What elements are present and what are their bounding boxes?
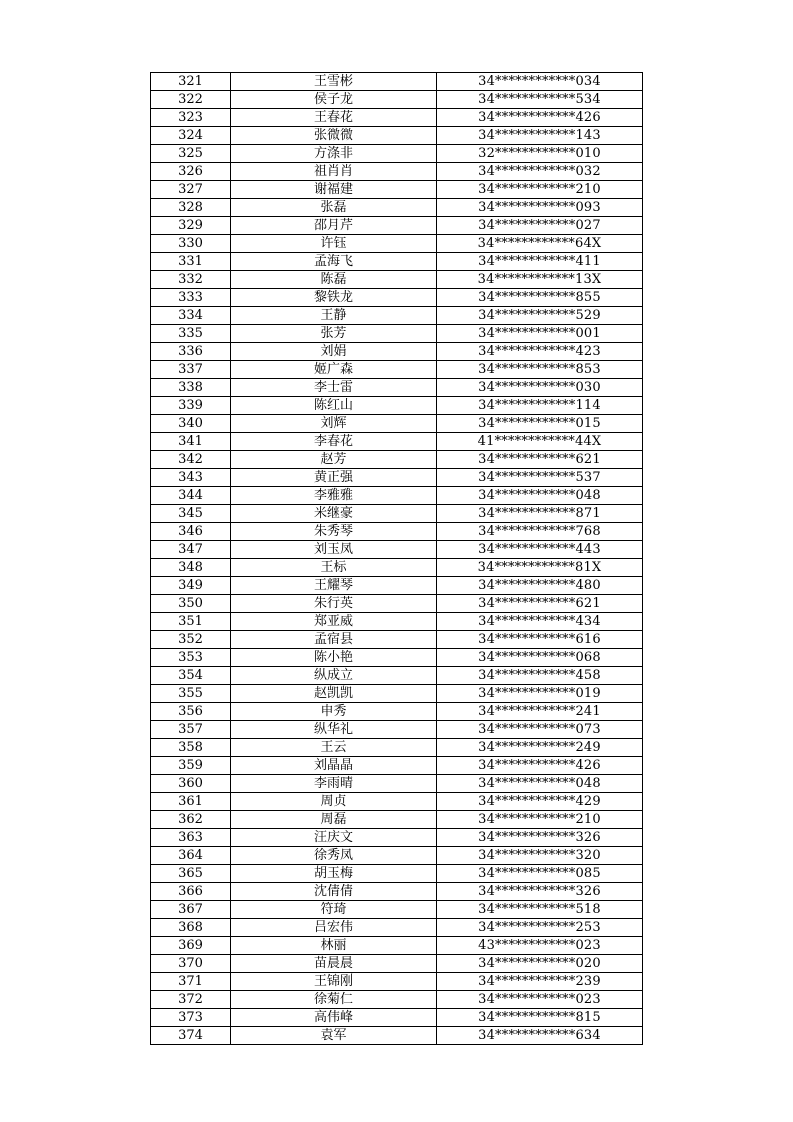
- table-row: [151, 883, 643, 901]
- row-number-cell: 362: [151, 811, 231, 829]
- row-number-cell: 346: [151, 523, 231, 541]
- name-cell: 徐秀凤: [231, 847, 437, 865]
- table-row: [151, 145, 643, 163]
- table-row: [151, 685, 643, 703]
- table-row: [151, 1027, 643, 1045]
- row-number-cell: 321: [151, 73, 231, 91]
- name-cell: 郑亚威: [231, 613, 437, 631]
- row-number-cell: 373: [151, 1009, 231, 1027]
- name-cell: 朱秀琴: [231, 523, 437, 541]
- row-number-cell: 360: [151, 775, 231, 793]
- table-row: [151, 379, 643, 397]
- name-cell: 李雨晴: [231, 775, 437, 793]
- name-cell: 王云: [231, 739, 437, 757]
- table-row: [151, 253, 643, 271]
- table-row: [151, 199, 643, 217]
- id-number-cell: 34************621: [437, 451, 643, 469]
- name-cell: 张磊: [231, 199, 437, 217]
- row-number-cell: 357: [151, 721, 231, 739]
- name-cell: 刘娟: [231, 343, 437, 361]
- table-row: [151, 613, 643, 631]
- name-cell: 徐菊仁: [231, 991, 437, 1009]
- row-number-cell: 326: [151, 163, 231, 181]
- id-number-cell: 34************426: [437, 757, 643, 775]
- name-cell: 黄正强: [231, 469, 437, 487]
- id-number-cell: 34************326: [437, 883, 643, 901]
- name-cell: 王静: [231, 307, 437, 325]
- name-cell: 赵芳: [231, 451, 437, 469]
- id-number-cell: 34************085: [437, 865, 643, 883]
- id-number-cell: 34************019: [437, 685, 643, 703]
- id-number-cell: 34************023: [437, 991, 643, 1009]
- name-cell: 刘玉凤: [231, 541, 437, 559]
- table-row: [151, 631, 643, 649]
- id-number-cell: 34************032: [437, 163, 643, 181]
- row-number-cell: 336: [151, 343, 231, 361]
- id-number-cell: 34************030: [437, 379, 643, 397]
- table-row: [151, 163, 643, 181]
- table-row: [151, 667, 643, 685]
- id-number-cell: 34************64X: [437, 235, 643, 253]
- id-number-cell: 34************249: [437, 739, 643, 757]
- row-number-cell: 359: [151, 757, 231, 775]
- table-row: [151, 955, 643, 973]
- row-number-cell: 338: [151, 379, 231, 397]
- row-number-cell: 356: [151, 703, 231, 721]
- table-row: [151, 271, 643, 289]
- table-row: [151, 361, 643, 379]
- id-number-cell: 34************048: [437, 487, 643, 505]
- name-cell: 王标: [231, 559, 437, 577]
- table-row: [151, 793, 643, 811]
- table-row: [151, 181, 643, 199]
- row-number-cell: 366: [151, 883, 231, 901]
- row-number-cell: 349: [151, 577, 231, 595]
- id-number-cell: 34************537: [437, 469, 643, 487]
- name-cell: 苗晨晨: [231, 955, 437, 973]
- row-number-cell: 340: [151, 415, 231, 433]
- table-row: [151, 109, 643, 127]
- name-cell: 赵凯凯: [231, 685, 437, 703]
- name-cell: 李雅雅: [231, 487, 437, 505]
- row-number-cell: 337: [151, 361, 231, 379]
- row-number-cell: 332: [151, 271, 231, 289]
- table-row: [151, 811, 643, 829]
- row-number-cell: 334: [151, 307, 231, 325]
- row-number-cell: 368: [151, 919, 231, 937]
- id-number-cell: 34************034: [437, 73, 643, 91]
- table-row: [151, 937, 643, 955]
- name-cell: 孟宿县: [231, 631, 437, 649]
- name-cell: 纵成立: [231, 667, 437, 685]
- id-number-cell: 34************443: [437, 541, 643, 559]
- id-number-cell: 34************480: [437, 577, 643, 595]
- table-row: [151, 703, 643, 721]
- row-number-cell: 347: [151, 541, 231, 559]
- name-cell: 陈磊: [231, 271, 437, 289]
- id-number-cell: 34************634: [437, 1027, 643, 1045]
- row-number-cell: 374: [151, 1027, 231, 1045]
- table-row: [151, 433, 643, 451]
- row-number-cell: 344: [151, 487, 231, 505]
- row-number-cell: 324: [151, 127, 231, 145]
- name-cell: 李士雷: [231, 379, 437, 397]
- row-number-cell: 352: [151, 631, 231, 649]
- name-cell: 王春花: [231, 109, 437, 127]
- row-number-cell: 367: [151, 901, 231, 919]
- id-number-cell: 34************020: [437, 955, 643, 973]
- name-cell: 姬广森: [231, 361, 437, 379]
- row-number-cell: 323: [151, 109, 231, 127]
- id-number-cell: 34************320: [437, 847, 643, 865]
- table-row: [151, 973, 643, 991]
- id-number-cell: 34************114: [437, 397, 643, 415]
- name-cell: 袁军: [231, 1027, 437, 1045]
- id-number-cell: 34************027: [437, 217, 643, 235]
- table-row: [151, 991, 643, 1009]
- id-number-cell: 41************44X: [437, 433, 643, 451]
- table-row: [151, 73, 643, 91]
- row-number-cell: 365: [151, 865, 231, 883]
- id-number-cell: 34************210: [437, 811, 643, 829]
- table-row: [151, 865, 643, 883]
- id-number-cell: 34************534: [437, 91, 643, 109]
- row-number-cell: 363: [151, 829, 231, 847]
- row-number-cell: 341: [151, 433, 231, 451]
- table-row: [151, 127, 643, 145]
- id-number-cell: 34************13X: [437, 271, 643, 289]
- row-number-cell: 325: [151, 145, 231, 163]
- table-row: [151, 757, 643, 775]
- name-cell: 王锦刚: [231, 973, 437, 991]
- table-row: [151, 523, 643, 541]
- id-number-cell: 34************518: [437, 901, 643, 919]
- table-row: [151, 415, 643, 433]
- table-row: [151, 505, 643, 523]
- row-number-cell: 333: [151, 289, 231, 307]
- table-row: [151, 217, 643, 235]
- table-row: [151, 775, 643, 793]
- id-number-cell: 34************815: [437, 1009, 643, 1027]
- id-number-cell: 34************411: [437, 253, 643, 271]
- name-cell: 陈小艳: [231, 649, 437, 667]
- table-row: [151, 595, 643, 613]
- id-number-cell: 43************023: [437, 937, 643, 955]
- table-row: [151, 847, 643, 865]
- id-number-cell: 34************768: [437, 523, 643, 541]
- row-number-cell: 353: [151, 649, 231, 667]
- id-number-cell: 34************871: [437, 505, 643, 523]
- row-number-cell: 345: [151, 505, 231, 523]
- name-cell: 沈倩倩: [231, 883, 437, 901]
- table-row: [151, 469, 643, 487]
- id-number-cell: 34************073: [437, 721, 643, 739]
- row-number-cell: 358: [151, 739, 231, 757]
- name-cell: 方涤非: [231, 145, 437, 163]
- name-cell: 侯子龙: [231, 91, 437, 109]
- id-number-cell: 34************015: [437, 415, 643, 433]
- roster-table: [150, 72, 643, 1045]
- name-cell: 黎铁龙: [231, 289, 437, 307]
- id-number-cell: 34************621: [437, 595, 643, 613]
- row-number-cell: 328: [151, 199, 231, 217]
- row-number-cell: 335: [151, 325, 231, 343]
- name-cell: 邵月芹: [231, 217, 437, 235]
- name-cell: 纵华礼: [231, 721, 437, 739]
- id-number-cell: 34************048: [437, 775, 643, 793]
- table-row: [151, 451, 643, 469]
- name-cell: 张微微: [231, 127, 437, 145]
- id-number-cell: 34************001: [437, 325, 643, 343]
- name-cell: 祖肖肖: [231, 163, 437, 181]
- row-number-cell: 361: [151, 793, 231, 811]
- row-number-cell: 343: [151, 469, 231, 487]
- name-cell: 米继豪: [231, 505, 437, 523]
- row-number-cell: 369: [151, 937, 231, 955]
- table-row: [151, 577, 643, 595]
- id-number-cell: 32************010: [437, 145, 643, 163]
- id-number-cell: 34************853: [437, 361, 643, 379]
- name-cell: 汪庆文: [231, 829, 437, 847]
- name-cell: 谢福建: [231, 181, 437, 199]
- table-row: [151, 397, 643, 415]
- name-cell: 刘晶晶: [231, 757, 437, 775]
- name-cell: 张芳: [231, 325, 437, 343]
- table-row: [151, 739, 643, 757]
- row-number-cell: 322: [151, 91, 231, 109]
- name-cell: 王耀琴: [231, 577, 437, 595]
- row-number-cell: 329: [151, 217, 231, 235]
- table-row: [151, 559, 643, 577]
- row-number-cell: 339: [151, 397, 231, 415]
- id-number-cell: 34************326: [437, 829, 643, 847]
- row-number-cell: 364: [151, 847, 231, 865]
- name-cell: 周贞: [231, 793, 437, 811]
- row-number-cell: 372: [151, 991, 231, 1009]
- id-number-cell: 34************458: [437, 667, 643, 685]
- id-number-cell: 34************210: [437, 181, 643, 199]
- id-number-cell: 34************253: [437, 919, 643, 937]
- id-number-cell: 34************143: [437, 127, 643, 145]
- table-row: [151, 307, 643, 325]
- id-number-cell: 34************068: [437, 649, 643, 667]
- name-cell: 朱行英: [231, 595, 437, 613]
- name-cell: 吕宏伟: [231, 919, 437, 937]
- table-row: [151, 91, 643, 109]
- table-row: [151, 325, 643, 343]
- table-row: [151, 1009, 643, 1027]
- row-number-cell: 370: [151, 955, 231, 973]
- id-number-cell: 34************093: [437, 199, 643, 217]
- name-cell: 刘辉: [231, 415, 437, 433]
- name-cell: 孟海飞: [231, 253, 437, 271]
- table-row: [151, 919, 643, 937]
- id-number-cell: 34************616: [437, 631, 643, 649]
- name-cell: 许钰: [231, 235, 437, 253]
- row-number-cell: 342: [151, 451, 231, 469]
- table-row: [151, 829, 643, 847]
- roster-table-body: [151, 73, 643, 1045]
- id-number-cell: 34************423: [437, 343, 643, 361]
- table-row: [151, 541, 643, 559]
- row-number-cell: 371: [151, 973, 231, 991]
- row-number-cell: 327: [151, 181, 231, 199]
- row-number-cell: 350: [151, 595, 231, 613]
- name-cell: 王雪彬: [231, 73, 437, 91]
- id-number-cell: 34************855: [437, 289, 643, 307]
- table-row: [151, 289, 643, 307]
- name-cell: 高伟峰: [231, 1009, 437, 1027]
- name-cell: 陈红山: [231, 397, 437, 415]
- name-cell: 胡玉梅: [231, 865, 437, 883]
- id-number-cell: 34************529: [437, 307, 643, 325]
- table-row: [151, 721, 643, 739]
- id-number-cell: 34************239: [437, 973, 643, 991]
- table-row: [151, 343, 643, 361]
- id-number-cell: 34************429: [437, 793, 643, 811]
- row-number-cell: 331: [151, 253, 231, 271]
- table-row: [151, 649, 643, 667]
- row-number-cell: 348: [151, 559, 231, 577]
- row-number-cell: 355: [151, 685, 231, 703]
- row-number-cell: 354: [151, 667, 231, 685]
- roster-sheet: [150, 72, 642, 1045]
- name-cell: 符琦: [231, 901, 437, 919]
- id-number-cell: 34************81X: [437, 559, 643, 577]
- id-number-cell: 34************241: [437, 703, 643, 721]
- id-number-cell: 34************426: [437, 109, 643, 127]
- name-cell: 申秀: [231, 703, 437, 721]
- id-number-cell: 34************434: [437, 613, 643, 631]
- name-cell: 李春花: [231, 433, 437, 451]
- table-row: [151, 487, 643, 505]
- row-number-cell: 351: [151, 613, 231, 631]
- name-cell: 周磊: [231, 811, 437, 829]
- row-number-cell: 330: [151, 235, 231, 253]
- table-row: [151, 235, 643, 253]
- table-row: [151, 901, 643, 919]
- name-cell: 林丽: [231, 937, 437, 955]
